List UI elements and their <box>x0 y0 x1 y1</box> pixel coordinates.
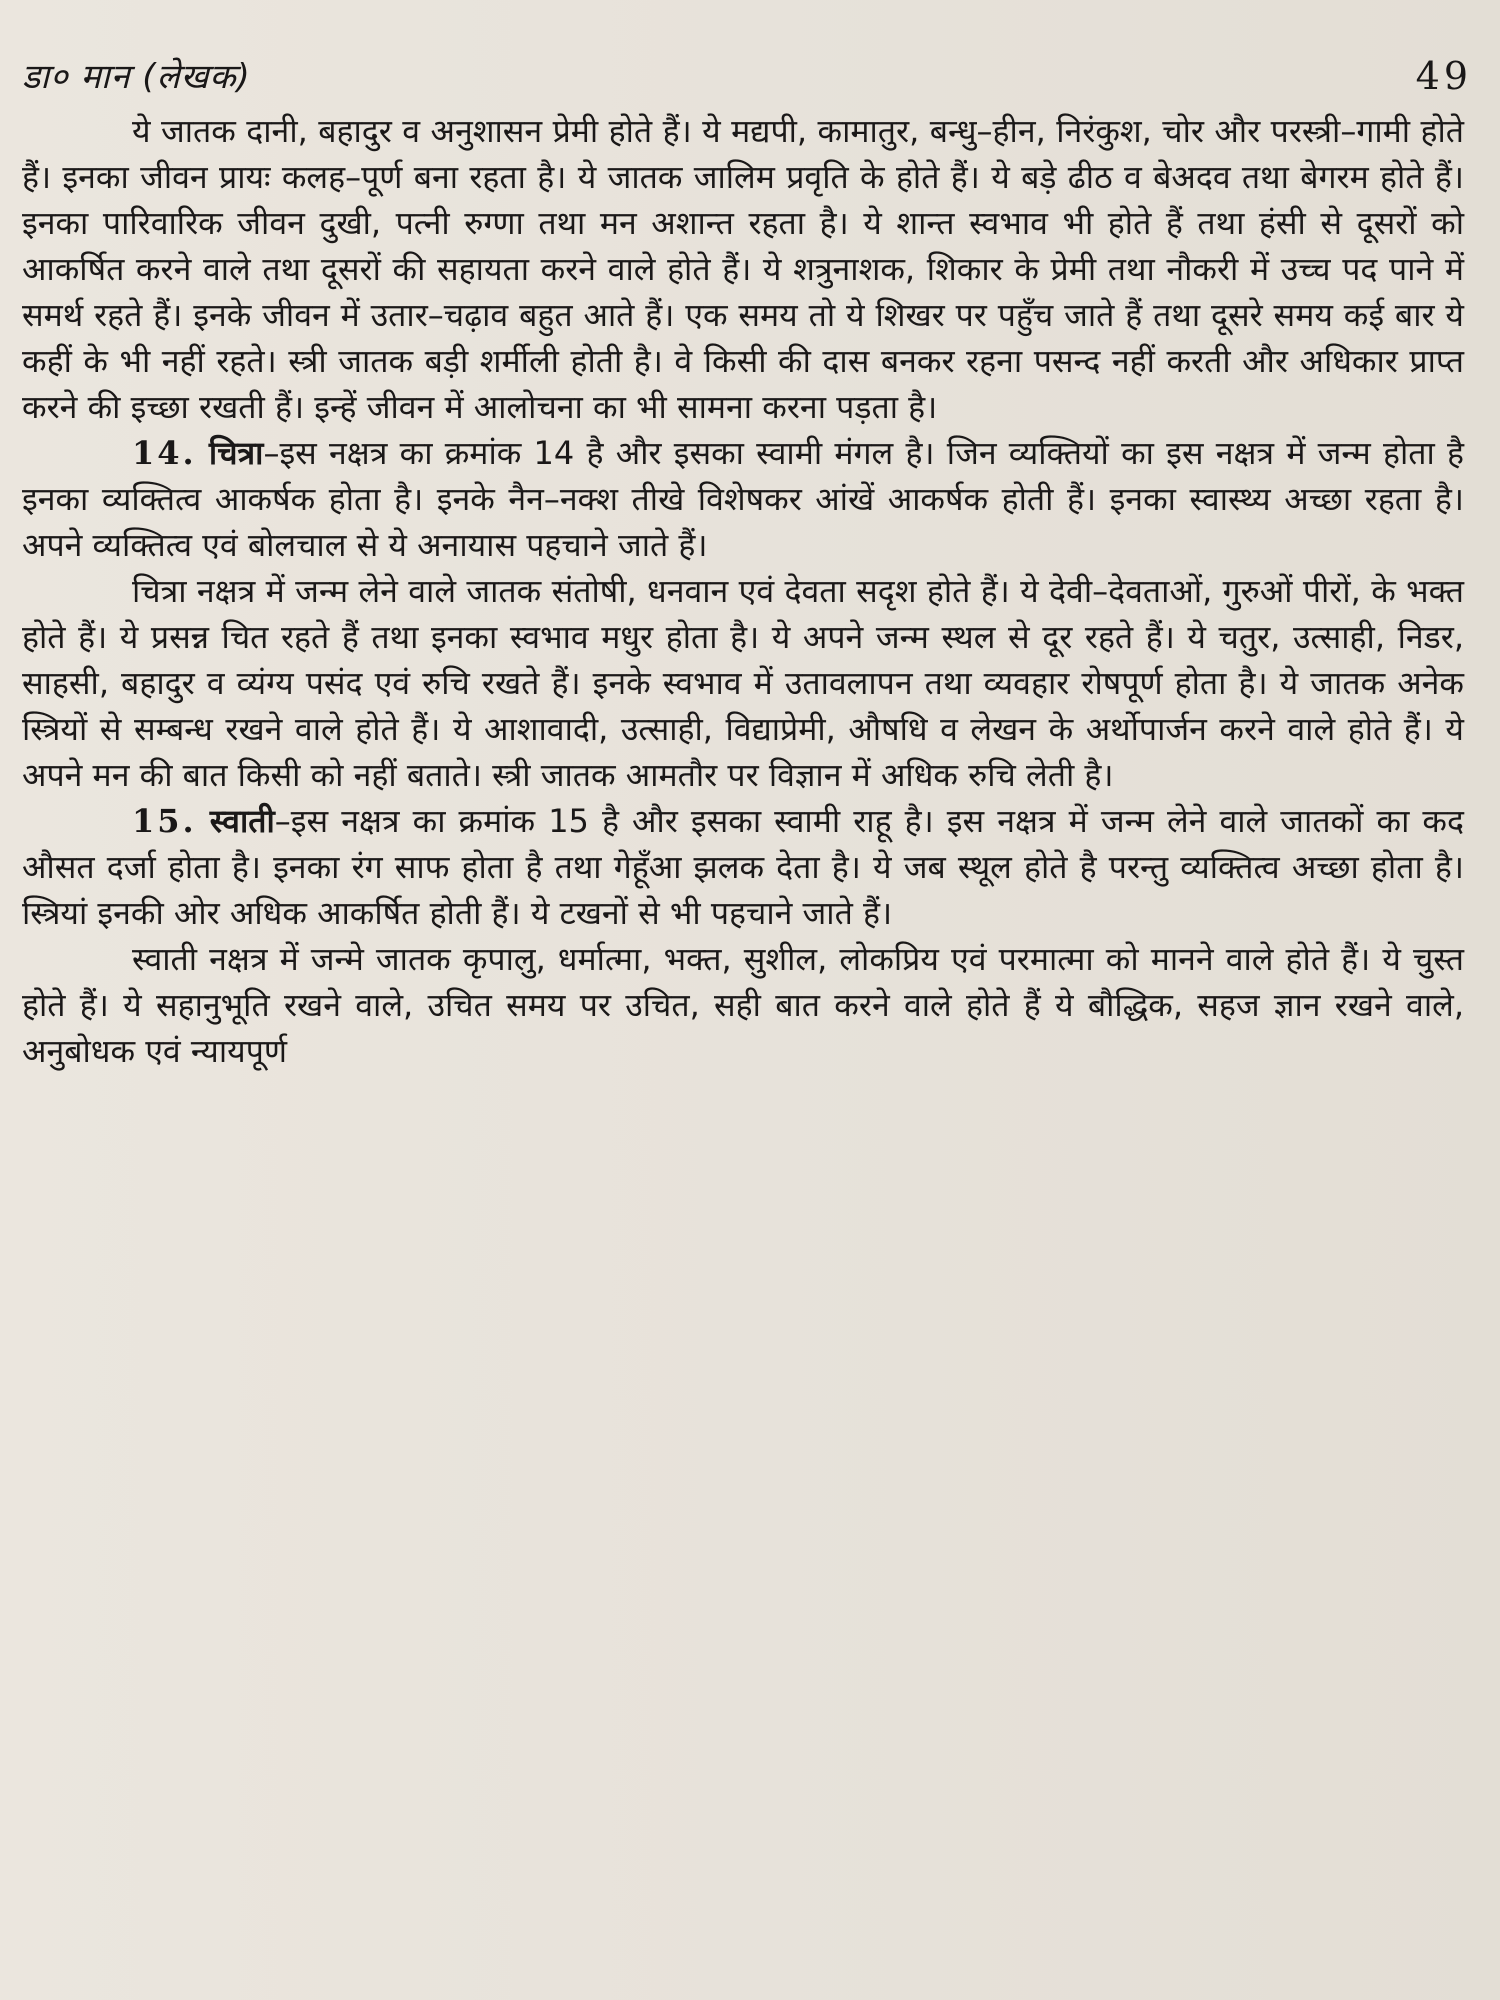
page-number: 49 <box>1415 54 1472 98</box>
paragraph-swati-traits: स्वाती नक्षत्र में जन्मे जातक कृपालु, धर्मात्मा, भक्त, सुशील, लोकप्रिय एवं परमात्मा को मानने वाले होते हैं। ये चुस्त होते हैं। ये सहानुभूति रखने वाले, उचित समय पर उचित, सही बात करने वाले होते हैं ये बौद्धिक, सहज ज्ञान रखने वाले, अनुबोधक एवं न्यायपूर्ण <box>22 940 1464 1070</box>
section-text: –इस नक्षत्र का क्रमांक 14 है और इसका स्वामी मंगल है। जिन व्यक्तियों का इस नक्षत्र में जन्म होता है इनका व्यक्तित्व आकर्षक होता है। इनके नैन–नक्श तीखे विशेषकर आंखें आकर्षक होती हैं। इनका स्वास्थ्य अच्छा रहता है। अपने व्यक्तित्व एवं बोलचाल से ये अनायास पहचाने जाते हैं। <box>22 434 1464 564</box>
section-swati <box>22 798 1464 936</box>
paragraph-chitra-traits: चित्रा नक्षत्र में जन्म लेने वाले जातक संतोषी, धनवान एवं देवता सदृश होते हैं। ये देवी–देवताओं, गुरुओं पीरों, के भक्त होते हैं। ये प्रसन्न चित रहते हैं तथा इनका स्वभाव मधुर होता है। ये अपने जन्म स्थल से दूर रहते हैं। ये चतुर, उत्साही, निडर, साहसी, बहादुर व व्यंग्य पसंद एवं रुचि रखते हैं। इनके स्वभाव में उतावलापन तथा व्यवहार रोषपूर्ण होता है। ये जातक अनेक स्त्रियों से सम्बन्ध रखने वाले होते हैं। ये आशावादी, उत्साही, विद्याप्रेमी, औषधि व लेखन के अर्थोपार्जन करने वाले होते हैं। ये अपने मन की बात किसी को नहीं बताते। स्त्री जातक आमतौर पर विज्ञान में अधिक रुचि लेती है। <box>22 572 1464 794</box>
section-number: 14. <box>132 434 197 472</box>
section-text: –इस नक्षत्र का क्रमांक 15 है और इसका स्वामी राहू है। इस नक्षत्र में जन्म लेने वाले जातकों का कद औसत दर्जा होता है। इनका रंग साफ होता है तथा गेहूँआ झलक देता है। ये जब स्थूल होते है परन्तु व्यक्तित्व अच्छा होता है। स्त्रियां इनकी ओर अधिक आकर्षित होती हैं। ये टखनों से भी पहचाने जाते हैं। <box>22 802 1464 932</box>
body-text <box>22 108 1464 1074</box>
running-head: डा० मान (लेखक) <box>22 57 251 97</box>
section-chitra <box>22 430 1464 568</box>
paragraph-1: ये जातक दानी, बहादुर व अनुशासन प्रेमी होते हैं। ये मद्यपी, कामातुर, बन्धु–हीन, निरंकुश, चोर और परस्त्री–गामी होते हैं। इनका जीवन प्रायः कलह–पूर्ण बना रहता है। ये जातक जालिम प्रवृति के होते हैं। ये बड़े ढीठ व बेअदव तथा बेगरम होते हैं। इनका पारिवारिक जीवन दुखी, पत्नी रुग्णा तथा मन अशान्त रहता है। ये शान्त स्वभाव भी होते हैं तथा हंसी से दूसरों को आकर्षित करने वाले तथा दूसरों की सहायता करने वाले होते हैं। ये शत्रुनाशक, शिकार के प्रेमी तथा नौकरी में उच्च पद पाने में समर्थ रहते हैं। इनके जीवन में उतार–चढ़ाव बहुत आते हैं। एक समय तो ये शिखर पर पहुँच जाते हैं तथा दूसरे समय कई बार ये कहीं के भी नहीं रहते। स्त्री जातक बड़ी शर्मीली होती है। वे किसी की दास बनकर रहना पसन्द नहीं करती और अधिकार प्राप्त करने की इच्छा रखती हैं। इन्हें जीवन में आलोचना का भी सामना करना पड़ता है। <box>22 112 1464 426</box>
section-number: 15. <box>132 802 197 840</box>
section-title: स्वाती <box>209 802 275 840</box>
section-title: चित्रा <box>208 434 264 472</box>
